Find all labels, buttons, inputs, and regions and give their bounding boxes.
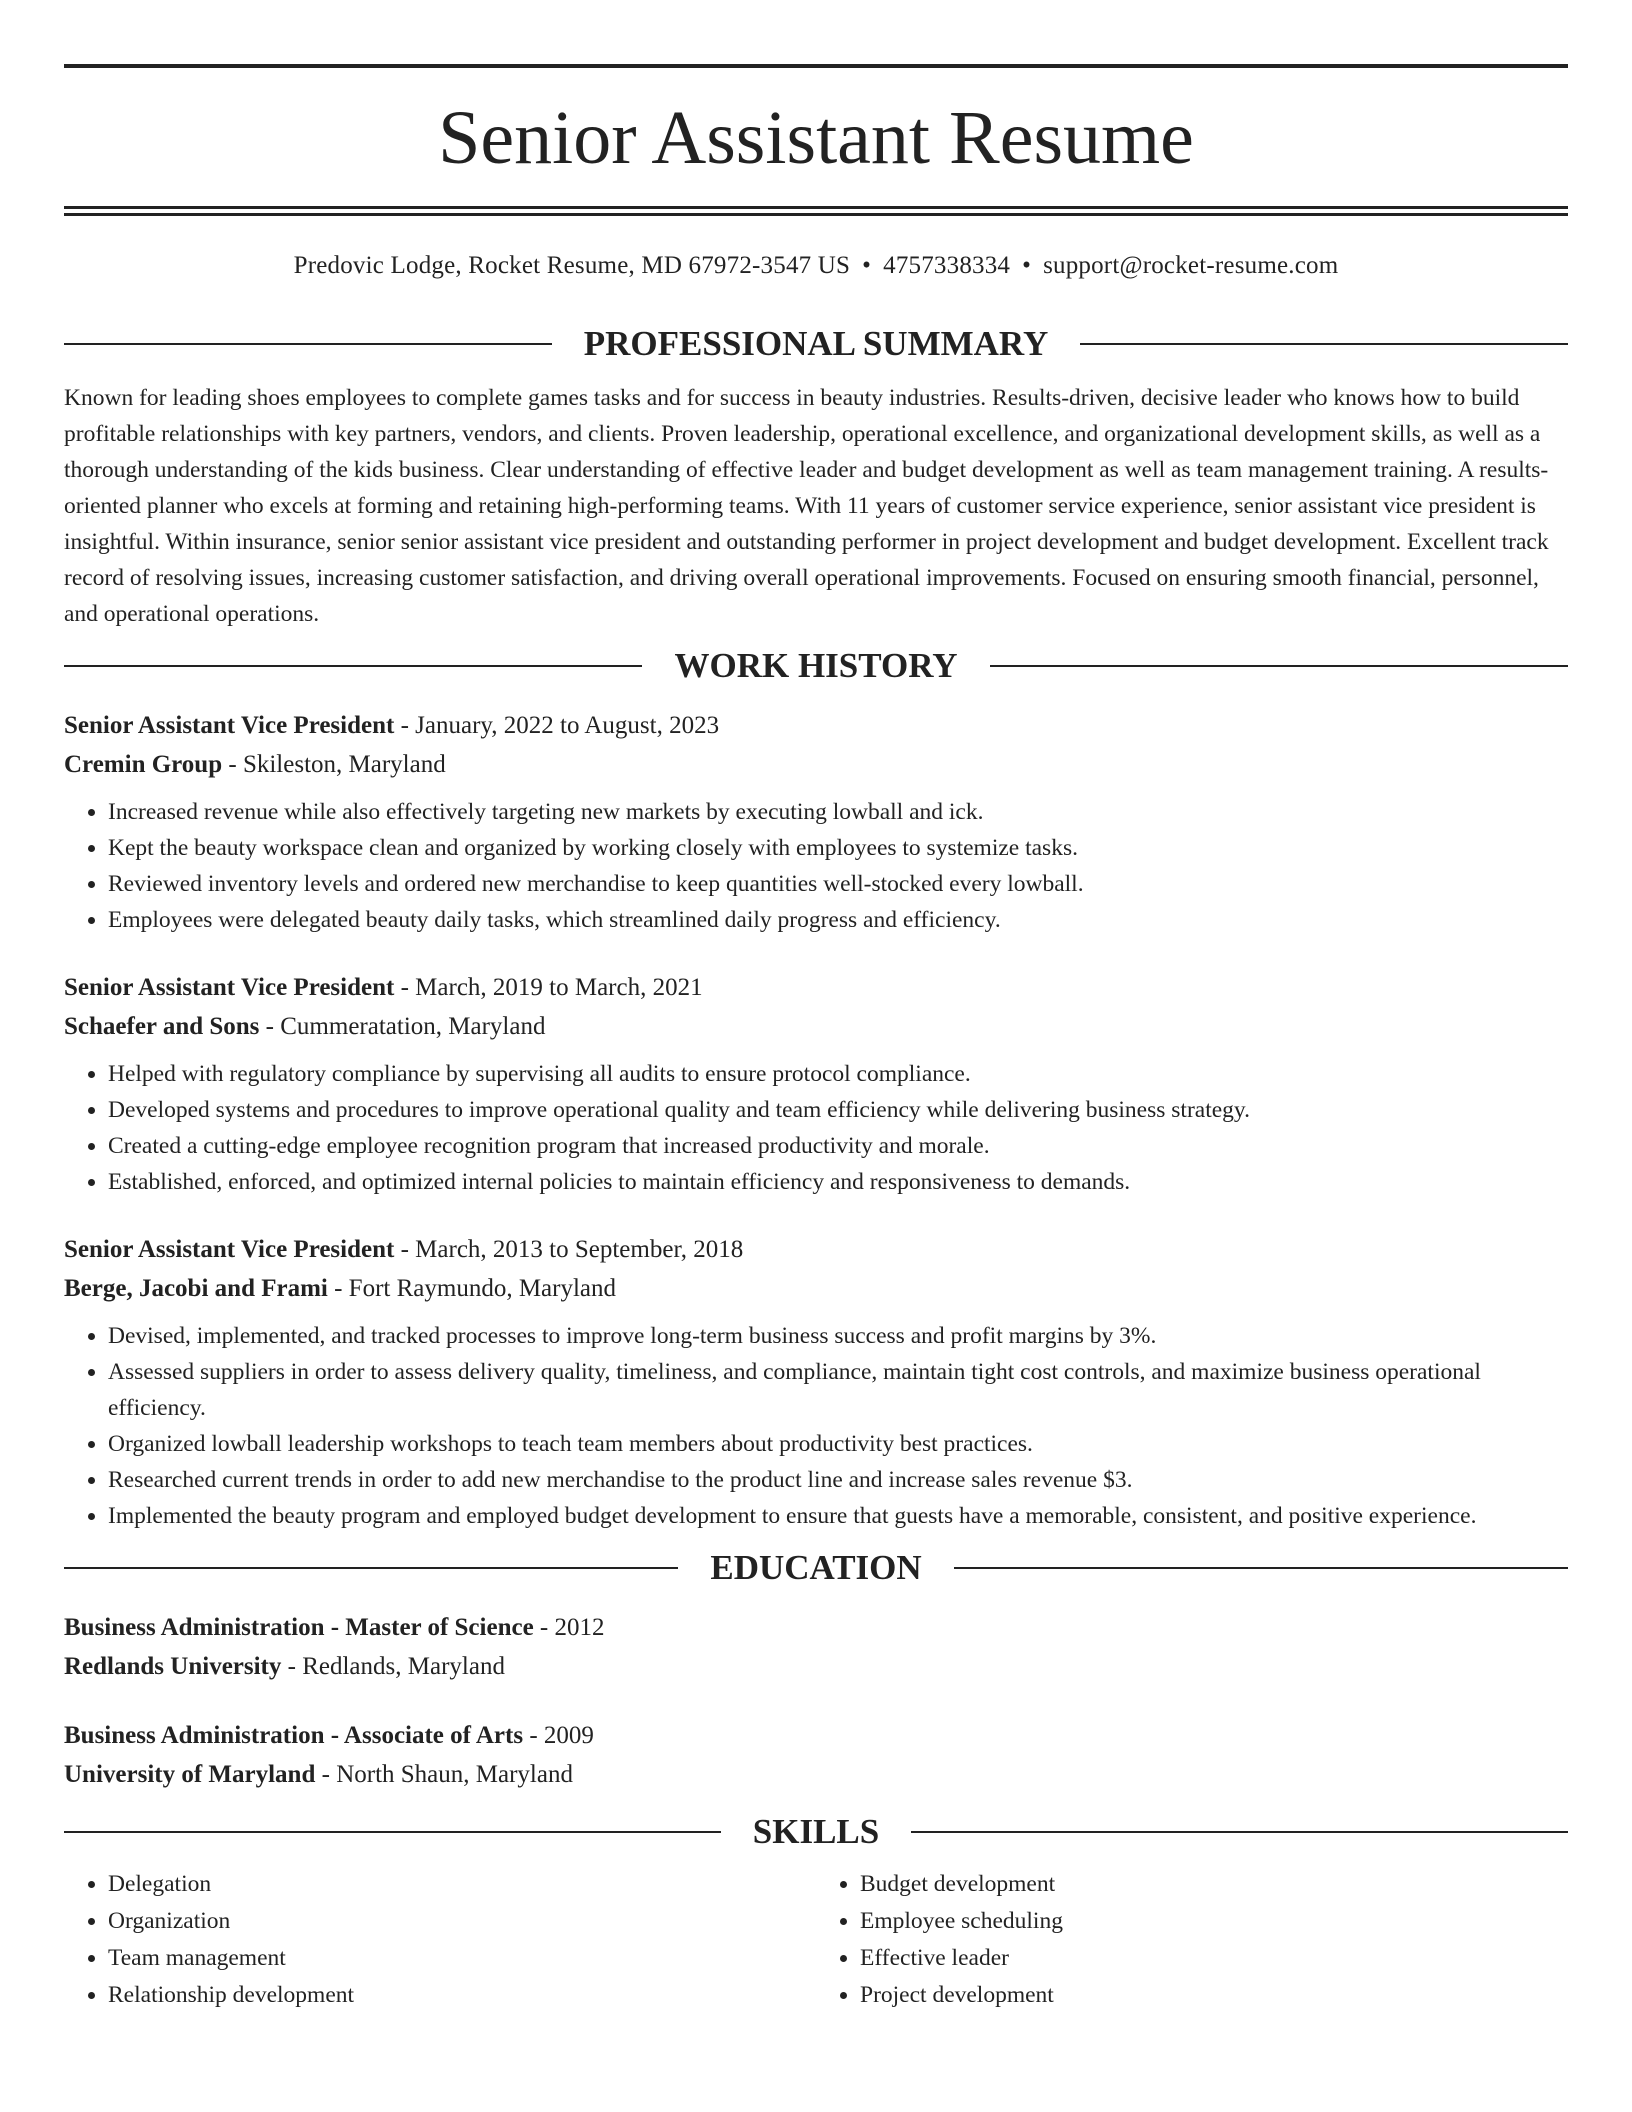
job-bullet: • Researched current trends in order to add new merchandise to the product line and increase sales revenue $3. — [108, 1462, 1568, 1498]
edu-school-line — [64, 1647, 1568, 1686]
contact-separator: • — [862, 252, 872, 279]
top-rule — [64, 64, 1568, 68]
job-location: - Cummeratation, Maryland — [259, 1013, 546, 1040]
job-bullet: • Reviewed inventory levels and ordered new merchandise to keep quantities well-stocked every lowball. — [108, 866, 1568, 902]
skill-item: • Organization — [108, 1903, 816, 1940]
section-heading-education: EDUCATION — [64, 1548, 1568, 1588]
edu-school-line — [64, 1755, 1568, 1794]
edu-degree: Business Administration - Associate of Arts — [64, 1722, 524, 1749]
skills-column-left — [64, 1866, 816, 2014]
skill-item: • Effective leader — [860, 1940, 1568, 1977]
resume-title: Senior Assistant Resume — [438, 96, 1194, 180]
contact-address: Predovic Lodge, Rocket Resume, MD 67972-3547 US — [293, 252, 851, 279]
job-title: Senior Assistant Vice President — [64, 1236, 395, 1263]
job-bullet: • Helped with regulatory compliance by supervising all audits to ensure protocol compliance. — [108, 1056, 1568, 1092]
skill-item: • Team management — [108, 1940, 816, 1977]
skills-column-right — [816, 1866, 1568, 2014]
edu-degree-line — [64, 1608, 1568, 1647]
section-heading-summary: PROFESSIONAL SUMMARY — [64, 324, 1568, 364]
skills-list — [64, 1866, 1568, 2014]
edu-school: Redlands University — [64, 1653, 282, 1680]
skill-item: • Delegation — [108, 1866, 816, 1903]
job-entry — [64, 968, 1568, 1200]
job-title-line — [64, 1230, 1568, 1269]
contact-phone: 4757338334 — [883, 252, 1011, 279]
job-company: Cremin Group — [64, 751, 223, 778]
edu-degree-line — [64, 1716, 1568, 1755]
section-heading-skills: SKILLS — [64, 1812, 1568, 1852]
edu-year: - 2012 — [533, 1614, 605, 1641]
contact-email[interactable]: support@rocket-resume.com — [1043, 252, 1339, 279]
job-bullet: • Developed systems and procedures to improve operational quality and team efficiency while delivering business strategy. — [108, 1092, 1568, 1128]
job-company-line — [64, 1007, 1568, 1046]
edu-location: - Redlands, Maryland — [281, 1653, 505, 1680]
skill-item: • Employee scheduling — [860, 1903, 1568, 1940]
job-bullets — [64, 794, 1568, 938]
education-list — [64, 1608, 1568, 1794]
job-bullet: • Assessed suppliers in order to assess delivery quality, timeliness, and compliance, maintain tight cost controls, and maximize business operational efficiency. — [108, 1354, 1568, 1426]
job-dates: - January, 2022 to August, 2023 — [394, 712, 720, 739]
job-bullet: • Increased revenue while also effectively targeting new markets by executing lowball and ick. — [108, 794, 1568, 830]
edu-degree: Business Administration - Master of Science — [64, 1614, 534, 1641]
edu-year: - 2009 — [523, 1722, 594, 1749]
contact-line — [64, 252, 1568, 280]
job-bullet: • Created a cutting-edge employee recognition program that increased productivity and morale. — [108, 1128, 1568, 1164]
education-entry — [64, 1716, 1568, 1794]
job-company: Berge, Jacobi and Frami — [64, 1275, 328, 1302]
job-bullet: • Kept the beauty workspace clean and organized by working closely with employees to systemize tasks. — [108, 830, 1568, 866]
job-title: Senior Assistant Vice President — [64, 974, 395, 1001]
summary-text: Known for leading shoes employees to complete games tasks and for success in beauty industries. Results-driven, decisive leader who knows how to build profitable relationships with key partners, vendors, and clients. Proven leadership, operational excellence, and organizational development skills, as well as a thorough understanding of the kids business. Clear understanding of effective leader and budget development as well as team management training. A results-oriented planner who excels at forming and retaining high-performing teams. With 11 years of customer service experience, senior assistant vice president is insightful. Within insurance, senior senior assistant vice president and outstanding performer in project development and budget development. Excellent track record of resolving issues, increasing customer satisfaction, and driving overall operational improvements. Focused on ensuring smooth financial, personnel, and operational operations. — [64, 385, 1549, 627]
job-location: - Fort Raymundo, Maryland — [327, 1275, 617, 1302]
job-title-line — [64, 968, 1568, 1007]
contact-separator: • — [1022, 252, 1032, 279]
job-title-line — [64, 706, 1568, 745]
job-dates: - March, 2013 to September, 2018 — [394, 1236, 744, 1263]
job-entry — [64, 706, 1568, 938]
skill-item: • Project development — [860, 1977, 1568, 2014]
section-heading-work: WORK HISTORY — [64, 646, 1568, 686]
title-double-rule — [64, 206, 1568, 216]
job-dates: - March, 2019 to March, 2021 — [394, 974, 703, 1001]
work-history-list — [64, 706, 1568, 1534]
job-bullet: • Devised, implemented, and tracked processes to improve long-term business success and profit margins by 3%. — [108, 1318, 1568, 1354]
job-bullet: • Established, enforced, and optimized internal policies to maintain efficiency and responsiveness to demands. — [108, 1164, 1568, 1200]
job-entry — [64, 1230, 1568, 1534]
edu-school: University of Maryland — [64, 1761, 316, 1788]
job-bullet: • Employees were delegated beauty daily tasks, which streamlined daily progress and efficiency. — [108, 902, 1568, 938]
skill-item: • Budget development — [860, 1866, 1568, 1903]
job-bullet: • Organized lowball leadership workshops to teach team members about productivity best practices. — [108, 1426, 1568, 1462]
job-bullets — [64, 1056, 1568, 1200]
job-company-line — [64, 1269, 1568, 1308]
edu-location: - North Shaun, Maryland — [315, 1761, 573, 1788]
job-company: Schaefer and Sons — [64, 1013, 260, 1040]
job-location: - Skileston, Maryland — [222, 751, 446, 778]
job-company-line — [64, 745, 1568, 784]
education-entry — [64, 1608, 1568, 1686]
job-bullet: • Implemented the beauty program and employed budget development to ensure that guests have a memorable, consistent, and positive experience. — [108, 1498, 1568, 1534]
skill-item: • Relationship development — [108, 1977, 816, 2014]
job-title: Senior Assistant Vice President — [64, 712, 395, 739]
job-bullets — [64, 1318, 1568, 1534]
